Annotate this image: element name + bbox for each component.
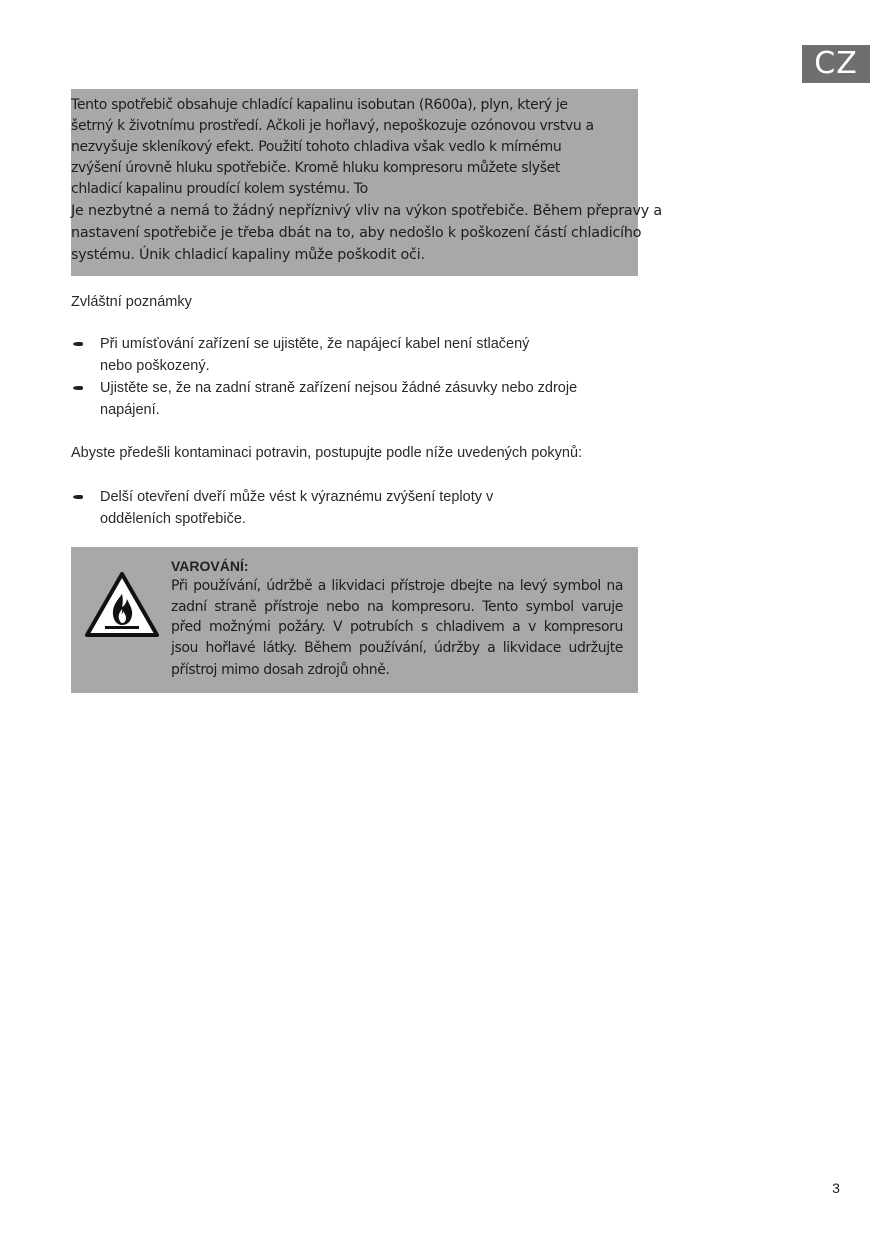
refrigerant-info-line: nezvyšuje skleníkový efekt. Použití tohoto chladiva však vedlo k mírnému bbox=[71, 139, 562, 155]
list-item-line: odděleních spotřebiče. bbox=[100, 511, 246, 527]
page-number: 3 bbox=[832, 1180, 840, 1196]
list-item-text bbox=[100, 333, 529, 377]
refrigerant-info-line: Je nezbytné a nemá to žádný nepříznivý vliv na výkon spotřebiče. Během přepravy a bbox=[71, 203, 662, 219]
warning-text bbox=[171, 556, 623, 682]
refrigerant-info-box bbox=[71, 89, 662, 276]
refrigerant-info-line: zvýšení úrovně hluku spotřebiče. Kromě hluku kompresoru můžete slyšet bbox=[71, 160, 561, 176]
list-item-text bbox=[100, 377, 577, 421]
refrigerant-info-line: šetrný k životnímu prostředí. Ačkoli je hořlavý, nepoškozuje ozónovou vrstvu a bbox=[71, 118, 594, 134]
refrigerant-info-line: Tento spotřebič obsahuje chladící kapalinu isobutan (R600a), plyn, který je bbox=[71, 97, 568, 113]
bullet-icon bbox=[73, 386, 83, 390]
list-item-line: Při umísťování zařízení se ujistěte, že napájecí kabel není stlačený bbox=[100, 336, 530, 352]
contamination-intro: Abyste předešli kontaminaci potravin, postupujte podle níže uvedených pokynů: bbox=[71, 445, 583, 461]
warning-line: zadní straně přístroje nebo na kompresoru. Tento symbol varuje bbox=[171, 598, 623, 615]
list-item-line: nebo poškozený. bbox=[100, 358, 210, 374]
warning-line: jsou hořlavé látky. Během používání, údržby a likvidace udržujte bbox=[171, 640, 623, 657]
list-item-line: Delší otevření dveří může vést k výraznému zvýšení teploty v bbox=[100, 489, 494, 505]
list-item-text bbox=[100, 486, 493, 530]
language-tab: CZ bbox=[802, 45, 870, 83]
flammable-warning-icon bbox=[84, 571, 160, 639]
special-notes-heading: Zvláštní poznámky bbox=[71, 294, 192, 310]
list-item-line: napájení. bbox=[100, 402, 160, 418]
refrigerant-info-line: systému. Únik chladicí kapaliny může poškodit oči. bbox=[71, 247, 425, 263]
refrigerant-info-line: nastavení spotřebiče je třeba dbát na to, aby nedošlo k poškození částí chladicího bbox=[71, 225, 642, 241]
warning-box bbox=[71, 547, 638, 693]
warning-line: před možnými požáry. V potrubích s chladivem a v kompresoru bbox=[171, 619, 623, 636]
warning-line: Při používání, údržbě a likvidaci přístroje dbejte na levý symbol na bbox=[171, 578, 623, 594]
warning-title: VAROVÁNÍ: bbox=[171, 558, 249, 574]
list-item-line: Ujistěte se, že na zadní straně zařízení nejsou žádné zásuvky nebo zdroje bbox=[100, 380, 578, 396]
refrigerant-info-line: chladicí kapalinu proudící kolem systému. To bbox=[71, 181, 368, 197]
bullet-icon bbox=[73, 342, 83, 346]
bullet-icon bbox=[73, 495, 83, 499]
warning-line: přístroj mimo dosah zdrojů ohně. bbox=[171, 661, 390, 678]
